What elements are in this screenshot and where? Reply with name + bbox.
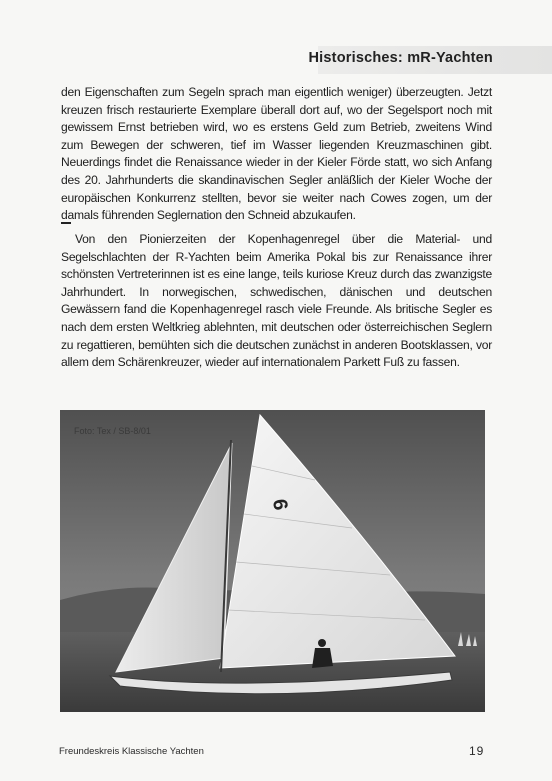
sailing-yacht-illustration bbox=[60, 410, 485, 712]
sailing-yacht-photo bbox=[60, 410, 485, 712]
paragraph-1-block bbox=[61, 84, 492, 225]
photo-credit: Foto: Tex / SB-8/01 bbox=[74, 426, 151, 436]
paragraph-1: den Eigenschaften zum Segeln sprach man eigentlich weniger) überzeugten. Jetzt kreuzen frisch restaurierte Exemplare überall dort auf, wo der Segelsport noch mit gewissem Ernst betrieben wird, wo es erstens Geld zum Betrieb, zweitens Wind zum Bewegen der schweren, tief im Wasser liegenden Kreuzmaschinen gibt. Neuerdings findet die Renaissance wieder in der Kieler Förde statt, wo sich Anfang des 20. Jahrhunderts die skandinavischen Segler anläßlich der Kieler Woche der europäischen Konkurrenz stellten, bevor sie weiter nach Cowes zogen, um der damals führenden Seglernation den Schneid abzukaufen. bbox=[61, 85, 492, 223]
section-title: Historisches: mR-Yachten bbox=[308, 50, 493, 66]
footer-publisher: Freundeskreis Klassische Yachten bbox=[59, 746, 204, 757]
sail-number: 6 bbox=[268, 497, 292, 512]
paragraph-separator bbox=[61, 222, 71, 224]
page-number: 19 bbox=[469, 744, 485, 758]
paragraph-2: Von den Pionierzeiten der Kopenhagenregel über die Material- und Segelschlachten der R-Yachten beim Amerika Pokal bis zur Renaissance ihrer schönsten Vertreterinnen ist es eine lange, teils kuriose Kreuz durch das zwanzigste Jahrhundert. In norwegischen, schwedischen, dänischen und deutschen Gewässern fand die Kopenhagenregel rasch viele Freunde. Als britische Segler es nach dem ersten Weltkrieg ablehnten, mit deutschen oder österreichischen Seglern zu regattieren, bemühten sich die deutschen zunächst in anderen Bootsklassen, vor allem dem Schärenkreuzer, wieder auf internationalem Parkett Fuß zu fassen. bbox=[61, 232, 492, 370]
paragraph-2-block bbox=[61, 231, 492, 372]
